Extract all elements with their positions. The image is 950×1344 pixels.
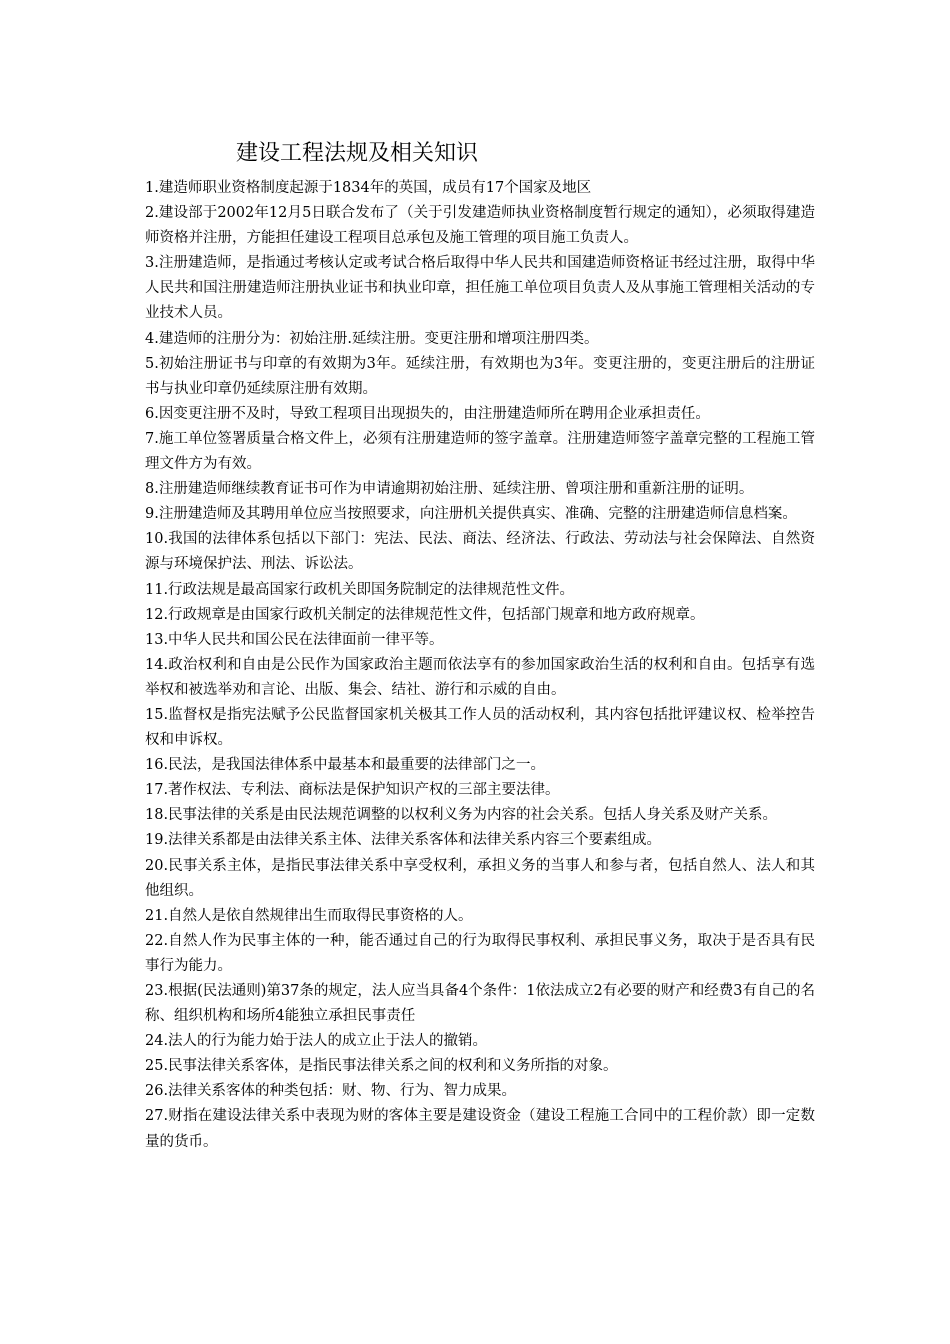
list-item: 27.财指在建设法律关系中表现为财的客体主要是建设资金（建设工程施工合同中的工程价款）即一定数量的货币。 xyxy=(145,1108,815,1150)
list-item: 4.建造师的注册分为：初始注册.延续注册。变更注册和增项注册四类。 xyxy=(145,330,599,347)
list-item: 12.行政规章是由国家行政机关制定的法律规范性文件，包括部门规章和地方政府规章。 xyxy=(145,606,705,623)
list-item: 25.民事法律关系客体，是指民事法律关系之间的权利和义务所指的对象。 xyxy=(145,1058,618,1075)
list-item: 23.根据(民法通则)第37条的规定，法人应当具备4个条件：1依法成立2有必要的财产和经费3有自己的名称、组织机构和场所4能独立承担民事责任 xyxy=(145,983,815,1025)
list-item: 8.注册建造师继续教育证书可作为申请逾期初始注册、延续注册、曾项注册和重新注册的证明。 xyxy=(145,481,754,498)
document-title: 建设工程法规及相关知识 xyxy=(236,141,479,166)
document-body xyxy=(145,176,815,1155)
list-item: 16.民法，是我国法律体系中最基本和最重要的法律部门之一。 xyxy=(145,757,546,774)
list-item: 11.行政法规是最高国家行政机关即国务院制定的法律规范性文件。 xyxy=(145,581,575,598)
list-item: 18.民事法律的关系是由民法规范调整的以权利义务为内容的社会关系。包括人身关系及财产关系。 xyxy=(145,807,778,824)
list-item: 9.注册建造师及其聘用单位应当按照要求，向注册机关提供真实、准确、完整的注册建造师信息档案。 xyxy=(145,506,797,523)
list-item: 15.监督权是指宪法赋予公民监督国家机关极其工作人员的活动权利，其内容包括批评建议权、检举控告权和申诉权。 xyxy=(145,706,815,749)
list-item: 14.政治权利和自由是公民作为国家政治主题而依法享有的参加国家政治生活的权利和自由。包括享有选举权和被选举劝和言论、出版、集会、结社、游行和示威的自由。 xyxy=(145,656,815,698)
list-item: 10.我国的法律体系包括以下部门：宪法、民法、商法、经济法、行政法、劳动法与社会保障法、自然资源与环境保护法、刑法、诉讼法。 xyxy=(145,531,815,573)
list-item: 22.自然人作为民事主体的一种，能否通过自己的行为取得民事权利、承担民事义务，取决于是否具有民事行为能力。 xyxy=(145,932,815,974)
list-item: 2.建设部于2002年12月5日联合发布了（关于引发建造师执业资格制度暂行规定的通知），必须取得建造师资格并注册，方能担任建设工程项目总承包及施工管理的项目施工负责人。 xyxy=(145,205,815,247)
list-item: 13.中华人民共和国公民在法律面前一律平等。 xyxy=(145,631,444,648)
list-item: 19.法律关系都是由法律关系主体、法律关系客体和法律关系内容三个要素组成。 xyxy=(145,832,662,849)
list-item: 7.施工单位签署质量合格文件上，必须有注册建造师的签字盖章。注册建造师签字盖章完整的工程施工管理文件方为有效。 xyxy=(145,430,815,473)
list-item: 17.著作权法、专利法、商标法是保护知识产权的三部主要法律。 xyxy=(145,782,560,799)
list-item: 21.自然人是依自然规律出生而取得民事资格的人。 xyxy=(145,907,473,924)
list-item: 5.初始注册证书与印章的有效期为3年。延续注册，有效期也为3年。变更注册的，变更注册后的注册证书与执业印章仍延续原注册有效期。 xyxy=(145,355,815,397)
list-item: 3.注册建造师，是指通过考核认定或考试合格后取得中华人民共和国建造师资格证书经过注册，取得中华人民共和国注册建造师注册执业证书和执业印章，担任施工单位项目负责人及从事施工管理相关活动的专业技术人员。 xyxy=(145,255,815,322)
list-item: 24.法人的行为能力始于法人的成立止于法人的撤销。 xyxy=(145,1033,488,1050)
list-item: 20.民事关系主体，是指民事法律关系中享受权利，承担义务的当事人和参与者，包括自然人、法人和其他组织。 xyxy=(145,857,815,899)
list-item: 6.因变更注册不及时，导致工程项目出现损失的，由注册建造师所在聘用企业承担责任。 xyxy=(145,405,710,422)
list-item: 1.建造师职业资格制度起源于1834年的英国，成员有17个国家及地区 xyxy=(145,180,592,196)
list-item: 26.法律关系客体的种类包括：财、物、行为、智力成果。 xyxy=(145,1083,517,1100)
